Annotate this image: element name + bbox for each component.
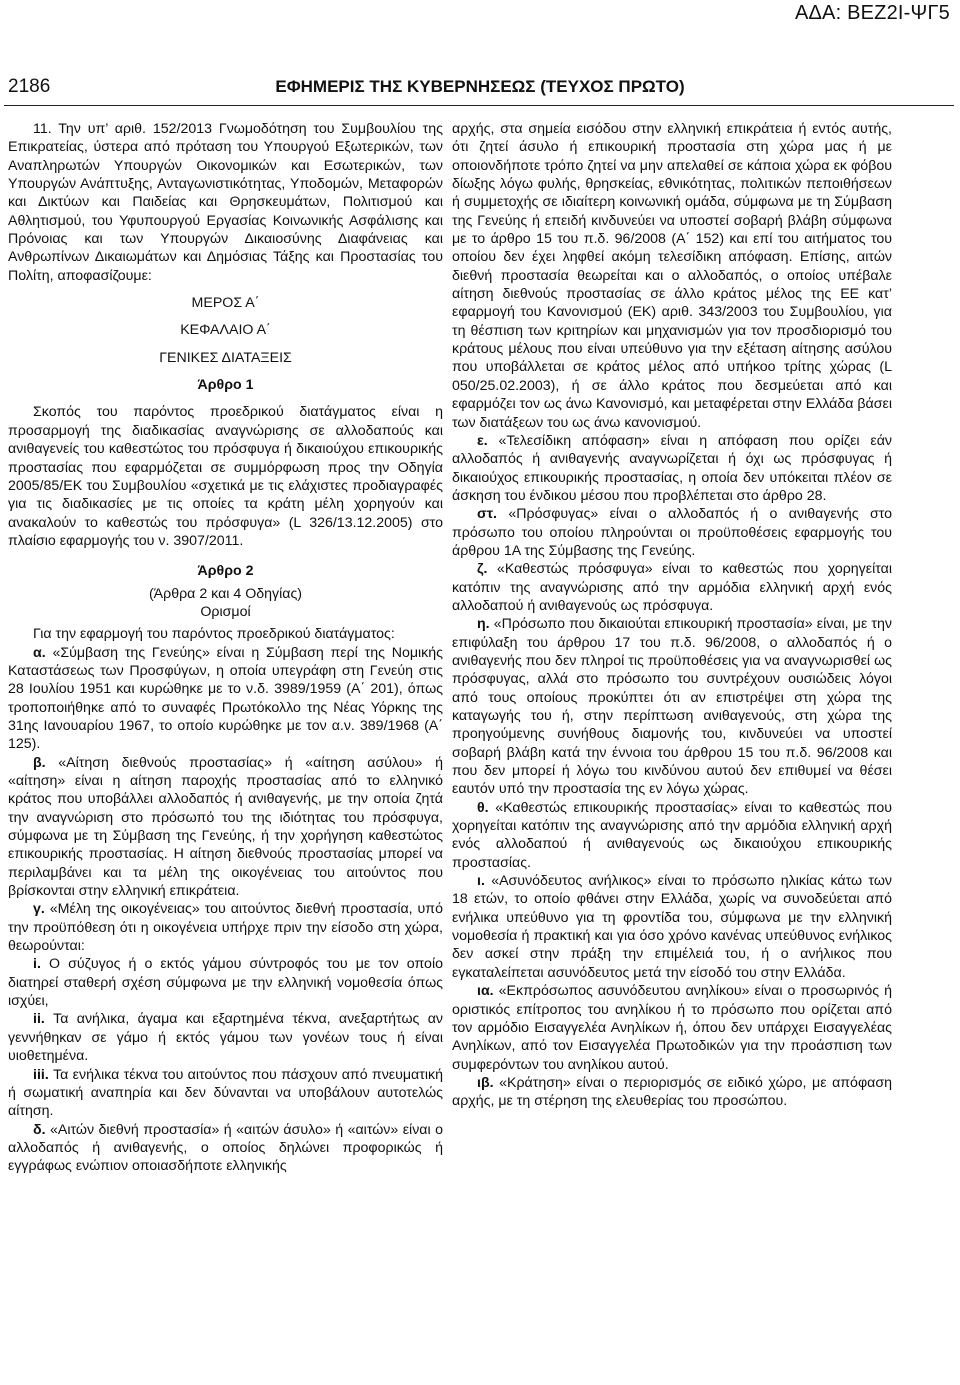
definition-st xyxy=(452,505,892,560)
article-1-heading: Άρθρο 1 xyxy=(197,377,254,394)
definition-d-continued: αρχής, στα σημεία εισόδου στην ελληνική επικράτεια ή εντός αυτής, ότι ζητεί άσυλο ή επικουρική προστασία στη χώρα μας ή με οποιονδήποτε τρόπο ζητεί να μην απελαθεί σε κάποια χώρα εκ φόβου δίωξης λόγω φυλής, θρησκείας, εθνικότητας, πολιτικών πεποιθήσεων ή συμμετοχής σε ιδιαίτερη κοινωνική ομάδα, σύμφωνα με τη Σύμβαση της Γενεύης ή επειδή κινδυνεύει να υποστεί σοβαρή βλάβη σύμφωνα με το άρθρο 15 του π.δ. 96/2008 (Α΄ 152) και επί του αιτήματος του οποίου δεν έχει ληφθεί ακόμη τελεσίδικη απόφαση. Επίσης, αιτών διεθνή προστασία θεωρείται και ο αλλοδαπός, ο οποίος υπέβαλε αίτηση διεθνούς προστασίας σε άλλο κράτος μέλος της ΕΕ κατ’ εφαρμογή του Κανονισμού (ΕΚ) αριθ. 343/2003 του Συμβουλίου, για τη θέσπιση των κριτηρίων και μηχανισμών για τον προσδιορισμό του κράτους μέλους που είναι υπεύθυνο για την εξέταση αίτησης ασύλου που υποβάλλεται σε κράτος μέλος από υπήκοο τρίτης χώρας (L 050/25.02.2003), ή σε άλλο κράτος που δεσμεύεται από και εφαρμόζει τον ως άνω Κανονισμό, και μεταφέρεται στην Ελλάδα βάσει των διατάξεων του ως άνω κανονισμού. xyxy=(452,121,892,431)
left-column xyxy=(8,120,443,1176)
definition-th xyxy=(452,799,892,872)
definition-ia-label: ια. xyxy=(477,983,494,1000)
ada-code: ΑΔΑ: ΒΕΖ2Ι-ΨΓ5 xyxy=(794,2,950,24)
definition-ib-text: «Κράτηση» είναι ο περιορισμός σε ειδικό χώρο, με απόφαση αρχής, με τη στέρηση της ελευθερίας του προσώπου. xyxy=(452,1074,892,1110)
definition-g-iii xyxy=(8,1066,443,1121)
definition-g-ii-label: ii. xyxy=(33,1011,45,1028)
definition-g-i-label: i. xyxy=(33,956,41,973)
definition-b-label: β. xyxy=(33,754,46,771)
definition-h xyxy=(452,615,892,798)
definition-st-text: «Πρόσφυγας» είναι ο αλλοδαπός ή ο ανιθαγενής στο πρόσωπο του οποίου πληρούνται οι προϋποθέσεις εφαρμογής του άρθρου 1Α της Σύμβασης της Γενεύης. xyxy=(452,506,892,559)
definition-g-text: «Μέλη της οικογένειας» του αιτούντος διεθνή προστασία, υπό την προϋπόθεση ότι η οικογένεια υπήρχε πριν την είσοδο στη χώρα, θεωρούνται: xyxy=(8,901,443,955)
definition-ia-text: «Εκπρόσωπος ασυνόδευτου ανηλίκου» είναι ο προσωρινός ή οριστικός επίτροπος του ανηλίκου ή το πρόσωπο που ορίζεται από τον αρμόδιο Εισαγγελέα Ανηλίκων ή, όπου δεν υπάρχει Εισαγγελέας Ανηλίκων, από τον Εισαγγελέα Πρωτοδικών για την προάσπιση των συμφερόντων του ανηλίκου αυτού. xyxy=(452,983,892,1073)
header-rule xyxy=(4,105,954,106)
definition-i-text: «Ασυνόδευτος ανήλικος» είναι το πρόσωπο ηλικίας κάτω των 18 ετών, το οποίο φθάνει στην Ελλάδα, χωρίς να συνοδεύεται από ενήλικα υπεύθυνο για τη φροντίδα του, σύμφωνα με την ελληνική νομοθεσία ή πρακτική και για όσο χρόνο κανένας υπεύθυνος ενήλικος δεν ασκεί στην πράξη την επιμέλειά του, ή ο ανήλικος που εγκαταλείπεται ασυνόδευτος μετά την είσοδό του στην Ελλάδα. xyxy=(452,873,892,981)
page-number: 2186 xyxy=(8,76,51,97)
definition-ib-label: ιβ. xyxy=(477,1074,494,1091)
definition-d-text: «Αιτών διεθνή προστασία» ή «αιτών άσυλο» ή «αιτών» είναι ο αλλοδαπός ή ανιθαγενής, ο οποίος δηλώνει προφορικώς ή εγγράφως ενώπιον οποιασδήποτε ελληνικής xyxy=(8,1121,443,1175)
definition-g-ii xyxy=(8,1010,443,1065)
definitions-heading: Ορισμοί xyxy=(200,603,251,620)
definition-g-iii-text: Τα ενήλικα τέκνα του αιτούντος που πάσχουν από πνευματική ή σωματική αναπηρία και δεν δύνανται να υποβάλουν αυτοτελώς αίτηση. xyxy=(8,1066,443,1120)
definition-g xyxy=(8,900,443,955)
definition-z-label: ζ. xyxy=(477,561,488,578)
definition-ib xyxy=(452,1074,892,1111)
definition-d-label: δ. xyxy=(33,1121,46,1138)
preamble-paragraph: 11. Την υπ’ αριθ. 152/2013 Γνωμοδότηση του Συμβουλίου της Επικρατείας, ύστερα από πρόταση του Υπουργού Εξωτερικών, των Αναπληρωτών Υπουργών Οικονομικών και Εσωτερικών, των Υπουργών Ανάπτυξης, Ανταγωνιστικότητας, Υποδομών, Μεταφορών και Δικτύων και Παιδείας και Θρησκευμάτων, Πολιτισμού και Αθλητισμού, του Υφυπουργού Εργασίας Κοινωνικής Ασφάλισης και Πρόνοιας και των Υπουργών Δικαιοσύνης Διαφάνειας και Ανθρωπίνων Δικαιωμάτων και Δημόσιας Τάξης και Προστασίας του Πολίτη, αποφασίζουμε: xyxy=(8,121,443,284)
general-provisions-heading: ΓΕΝΙΚΕΣ ΔΙΑΤΑΞΕΙΣ xyxy=(159,349,292,366)
definition-g-i-text: Ο σύζυγος ή ο εκτός γάμου σύντροφός του με τον οποίο διατηρεί σταθερή σχέση σύμφωνα με την ελληνική νομοθεσία όπως ισχύει, xyxy=(8,956,443,1010)
article-2-heading: Άρθρο 2 xyxy=(197,563,254,580)
definition-h-label: η. xyxy=(477,616,490,633)
chapter-heading: ΚΕΦΑΛΑΙΟ Α΄ xyxy=(180,322,271,339)
article-1-text: Σκοπός του παρόντος προεδρικού διατάγματος είναι η προσαρμογή της διαδικασίας αναγνώρισης σε αλλοδαπούς και ανιθαγενείς του καθεστώτος του πρόσφυγα ή δικαιούχου επικουρικής προστασίας που εφαρμόζεται σε συμμόρφωση προς την Οδηγία 2005/85/ΕΚ του Συμβουλίου «σχετικά με τις ελάχιστες προδιαγραφές για τις διαδικασίες με τις οποίες τα κράτη μέλη χορηγούν και ανακαλούν το καθεστώς του πρόσφυγα» (L 326/13.12.2005) στο πλαίσιο εφαρμογής του ν. 3907/2011. xyxy=(8,404,443,549)
definition-h-text: «Πρόσωπο που δικαιούται επικουρική προστασία» είναι, με την επιφύλαξη του άρθρου 17 του π.δ. 96/2008, ο αλλοδαπός ή ο ανιθαγενής που δεν πληροί τις προϋποθέσεις για να αναγνωρισθεί ως πρόσφυγας, αλλά στο πρόσωπο του συντρέχουν ουσιώδεις λόγοι από τους οποίους προκύπτει ότι αν επιστρέψει στη χώρα της καταγωγής του ή, στην περίπτωση ανιθαγενούς, στη χώρα της προηγούμενης συνήθους διαμονής του, κινδυνεύει να υποστεί σοβαρή βλάβη κατά την έννοια του άρθρου 15 του π.δ. 96/2008 και που δεν μπορεί ή λόγω του κινδύνου αυτού δεν επιθυμεί να θέσει εαυτόν υπό την προστασία της εν λόγω χώρας. xyxy=(452,616,892,798)
definition-i-label: ι. xyxy=(477,873,485,890)
definition-ia xyxy=(452,982,892,1074)
definition-d xyxy=(8,1121,443,1176)
definition-th-text: «Καθεστώς επικουρικής προστασίας» είναι το καθεστώς που χορηγείται κατόπιν της αναγνώρισης από την αρμόδια ελληνική αρχή ενός αλλοδαπού ή ανιθαγενούς ως δικαιούχου επικουρικής προστασίας. xyxy=(452,799,892,871)
definition-g-iii-label: iii. xyxy=(33,1066,49,1083)
right-column xyxy=(452,120,892,1111)
definition-e-text: «Τελεσίδικη απόφαση» είναι η απόφαση που ορίζει εάν αλλοδαπός ή ανιθαγενής αναγνωρίζεται ή όχι ως πρόσφυγας ή δικαιούχος επικουρικής προστασίας, η οποία δεν υπόκειται πλέον σε άσκηση του ένδικου μέσου που προβλέπεται στο άρθρο 28. xyxy=(452,432,892,504)
definition-b xyxy=(8,754,443,901)
definition-g-label: γ. xyxy=(33,901,45,918)
part-heading: ΜΕΡΟΣ Α΄ xyxy=(191,295,260,312)
definition-g-ii-text: Τα ανήλικα, άγαμα και εξαρτημένα τέκνα, ανεξαρτήτως αν γεννήθηκαν σε γάμο ή εκτός γάμου των γονέων τους ή είναι υιοθετημένα. xyxy=(8,1011,443,1065)
definitions-intro: Για την εφαρμογή του παρόντος προεδρικού διατάγματος: xyxy=(33,626,395,643)
definition-a xyxy=(8,644,443,754)
definition-a-text: «Σύμβαση της Γενεύης» είναι η Σύμβαση περί της Νομικής Καταστάσεως των Προσφύγων, η οποία υπεγράφη στη Γενεύη στις 28 Ιουλίου 1951 και κυρώθηκε με το ν.δ. 3989/1959 (Α΄ 201), όπως τροποποιήθηκε από το συναφές Πρωτόκολλο της Νέας Υόρκης της 31ης Ιανουαρίου 1967, το οποίο κυρώθηκε με τον α.ν. 389/1968 (Α΄ 125). xyxy=(8,644,443,753)
definition-th-label: θ. xyxy=(477,799,489,816)
definition-i xyxy=(452,872,892,982)
definition-g-i xyxy=(8,955,443,1010)
definition-a-label: α. xyxy=(33,644,46,661)
gazette-title: ΕΦΗΜΕΡΙΣ ΤΗΣ ΚΥΒΕΡΝΗΣΕΩΣ (ΤΕΥΧΟΣ ΠΡΩΤΟ) xyxy=(275,77,685,96)
definition-e xyxy=(452,432,892,505)
article-2-subheading: (Άρθρα 2 και 4 Οδηγίας) xyxy=(148,585,303,602)
definition-b-text: «Αίτηση διεθνούς προστασίας» ή «αίτηση ασύλου» ή «αίτηση» είναι η αίτηση παροχής προστασίας από το ελληνικό κράτος που υποβάλλει αλλοδαπός ή ανιθαγενής, με την οποία ζητά την αναγνώριση στο πρόσωπό του της ιδιότητας του πρόσφυγα, σύμφωνα με τη Σύμβαση της Γενεύης, ή την χορήγηση καθεστώτος επικουρικής προστασίας. Η αίτηση διεθνούς προστασίας μπορεί να περιλαμβάνει και τα μέλη της οικογένειας του αιτούντος που βρίσκονται στην ελληνική επικράτεια. xyxy=(8,754,443,900)
definition-st-label: στ. xyxy=(477,506,497,523)
definition-e-label: ε. xyxy=(477,432,488,449)
definition-z-text: «Καθεστώς πρόσφυγα» είναι το καθεστώς που χορηγείται κατόπιν της αναγνώρισης από την αρμόδια ελληνική αρχή ενός αλλοδαπού ή ανιθαγενούς ως πρόσφυγα. xyxy=(452,561,892,614)
definition-z xyxy=(452,560,892,615)
